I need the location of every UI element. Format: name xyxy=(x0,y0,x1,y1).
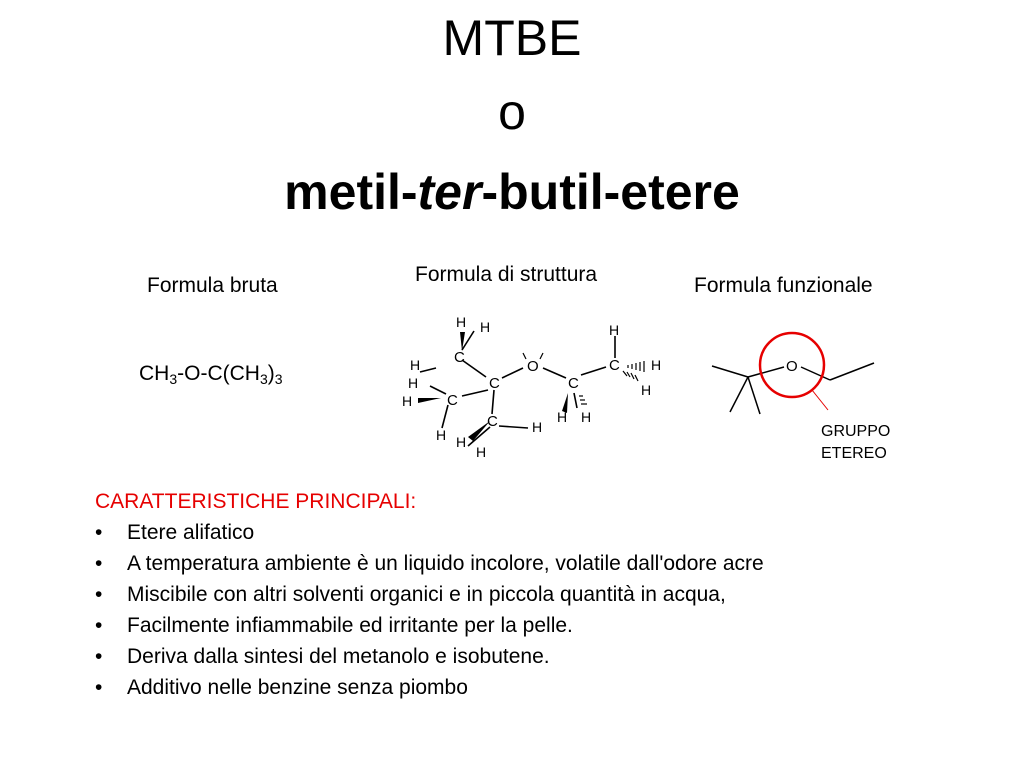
list-item-text: Facilmente infiammabile ed irritante per la pelle. xyxy=(127,614,573,637)
ether-group-label-line-2: ETEREO xyxy=(821,445,887,462)
list-item xyxy=(95,610,975,641)
ether-group-label-line-1: GRUPPO xyxy=(821,423,891,440)
bullet: • xyxy=(95,583,103,606)
formula-subscript: 3 xyxy=(169,371,178,387)
characteristics-heading: CARATTERISTICHE PRINCIPALI: xyxy=(95,490,417,513)
bullet: • xyxy=(95,645,103,668)
list-item xyxy=(95,548,975,579)
hydrogen-atom: H xyxy=(476,444,487,460)
title-line-2: o xyxy=(498,84,526,140)
title-butil-etere: -butil-etere xyxy=(481,164,740,220)
formula-part: CH xyxy=(139,362,170,385)
list-item xyxy=(95,641,975,672)
list-item-text: Etere alifatico xyxy=(127,521,255,544)
structural-formula xyxy=(398,310,688,470)
hydrogen-atom: H xyxy=(456,434,467,450)
bullet: • xyxy=(95,614,103,637)
hydrogen-atom: H xyxy=(581,409,592,425)
oxygen-atom: O xyxy=(786,358,798,375)
structural-bonds xyxy=(420,331,615,446)
hydrogen-atom: H xyxy=(609,322,620,338)
hydrogen-atom: H xyxy=(641,382,652,398)
bullet: • xyxy=(95,676,103,699)
title-line-1: MTBE xyxy=(442,10,582,66)
hydrogen-atom: H xyxy=(408,375,419,391)
bullet: • xyxy=(95,552,103,575)
formula-part: ) xyxy=(267,362,275,385)
formula-bruta xyxy=(139,362,283,386)
formula-subscript: 3 xyxy=(259,371,268,387)
hydrogen-atom: H xyxy=(456,314,467,330)
characteristics-list xyxy=(95,517,975,703)
title-line-3 xyxy=(0,160,1024,224)
carbon-atom: C xyxy=(568,375,579,392)
list-item-text: Deriva dalla sintesi del metanolo e isobutene. xyxy=(127,645,550,668)
carbon-atom: C xyxy=(489,375,500,392)
hydrogen-atom: H xyxy=(480,319,491,335)
list-item xyxy=(95,672,975,703)
label-formula-bruta: Formula bruta xyxy=(147,274,278,297)
carbon-atom: C xyxy=(454,349,465,366)
formula-part: -O-C(CH xyxy=(177,362,260,385)
list-item-text: Miscibile con altri solventi organici e in piccola quantità in acqua, xyxy=(127,583,726,606)
formula-subscript: 3 xyxy=(274,371,283,387)
carbon-atom: C xyxy=(609,357,620,374)
list-item xyxy=(95,579,975,610)
structural-atoms xyxy=(402,314,661,460)
label-formula-struttura: Formula di struttura xyxy=(415,263,598,286)
bullet: • xyxy=(95,521,103,544)
list-item-text: A temperatura ambiente è un liquido incolore, volatile dall'odore acre xyxy=(127,552,764,575)
hydrogen-atom: H xyxy=(532,419,543,435)
hydrogen-atom: H xyxy=(557,409,568,425)
carbon-atom: C xyxy=(447,392,458,409)
hydrogen-atom: H xyxy=(436,427,447,443)
ether-group-label xyxy=(821,421,890,465)
hydrogen-atom: H xyxy=(410,357,421,373)
list-item xyxy=(95,517,975,548)
label-formula-funzionale: Formula funzionale xyxy=(694,274,873,297)
characteristics-section xyxy=(95,486,975,703)
hydrogen-atom: H xyxy=(402,393,413,409)
hydrogen-atom: H xyxy=(651,357,662,373)
title-metil: metil- xyxy=(284,164,418,220)
list-item-text: Additivo nelle benzine senza piombo xyxy=(127,676,468,699)
carbon-atom: C xyxy=(487,413,498,430)
oxygen-atom: O xyxy=(527,358,539,375)
title-ter: ter xyxy=(417,164,482,220)
ether-group-pointer xyxy=(812,390,828,410)
structural-hashed-bonds xyxy=(523,353,644,404)
functional-formula xyxy=(700,330,890,430)
